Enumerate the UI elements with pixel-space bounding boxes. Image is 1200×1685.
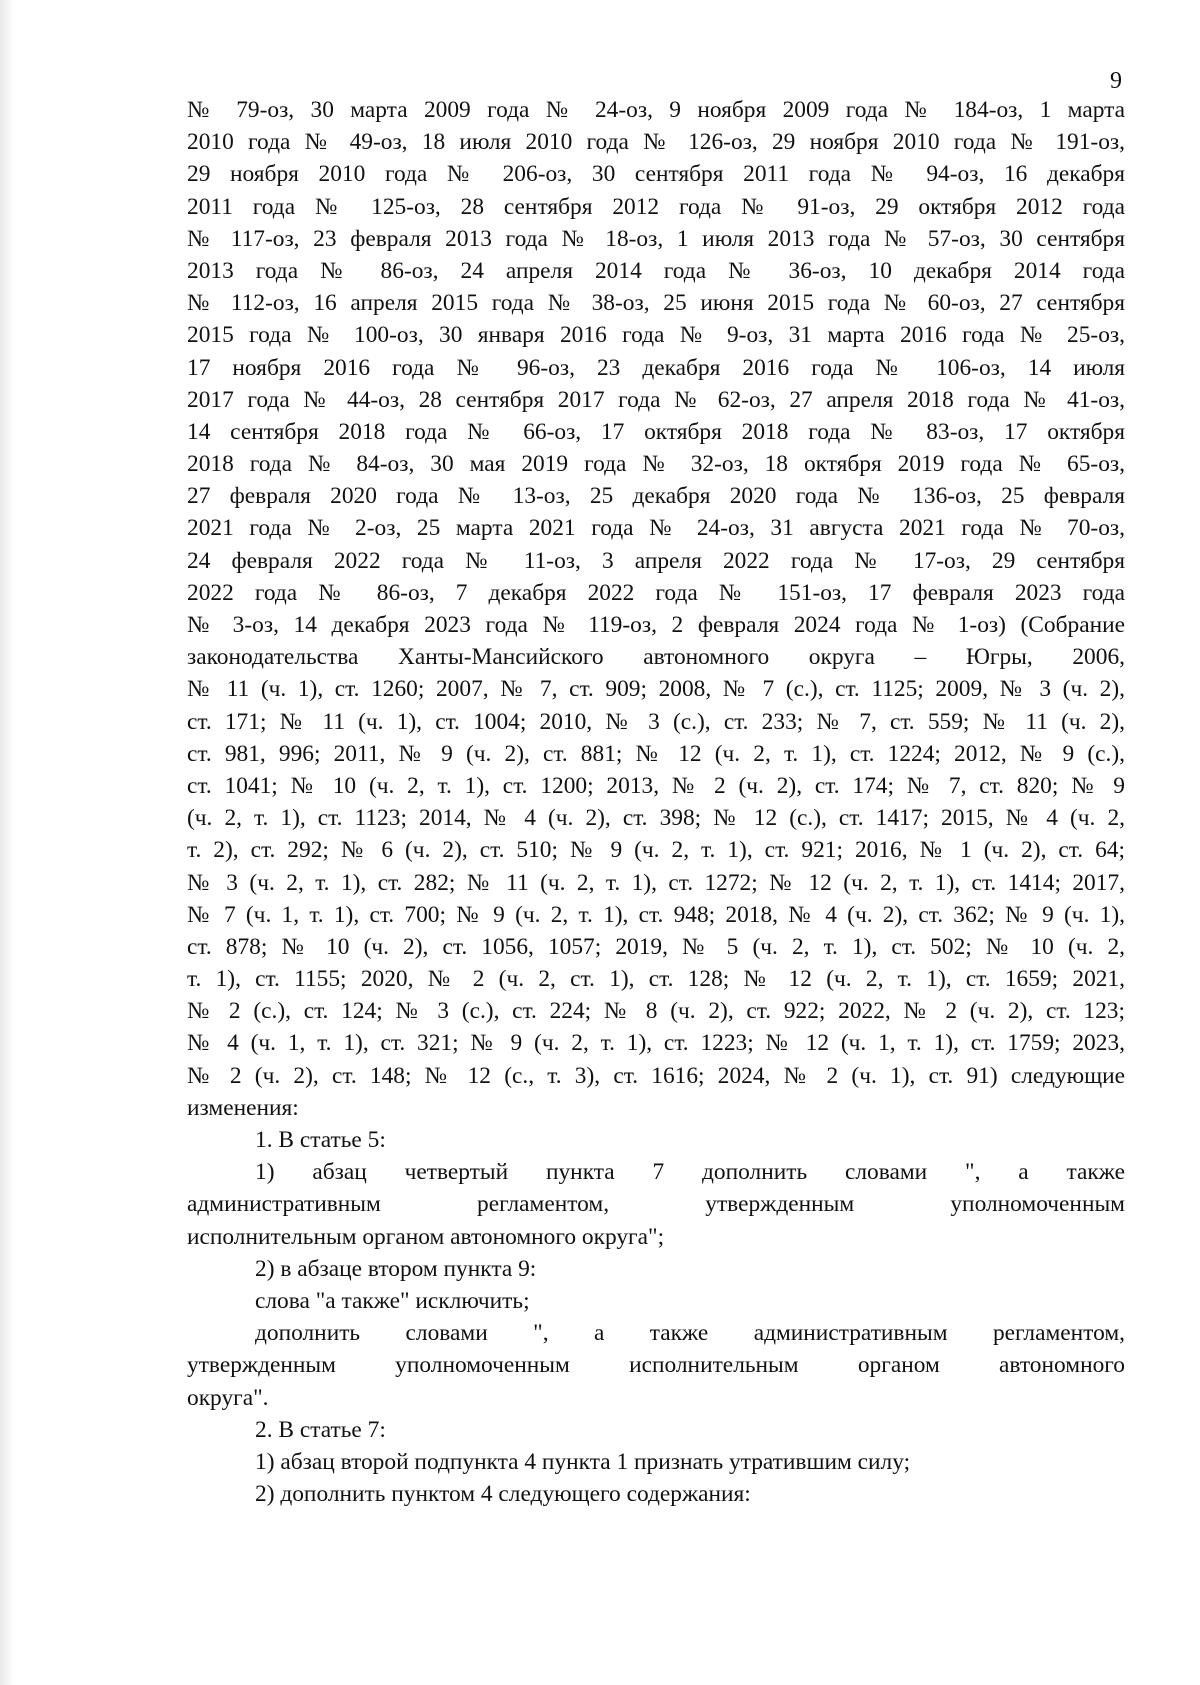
text-line: 2010 года № 49-оз, 18 июля 2010 года № 126-оз, 29 ноября 2010 года № 191-оз, [187,129,1125,156]
text-line: т. 1), ст. 1155; 2020, № 2 (ч. 2, ст. 1), ст. 128; № 12 (ч. 2, т. 1), ст. 1659; 2021, [187,966,1125,993]
text-line: дополнить словами ", а также административным регламентом, [255,1320,1125,1347]
text-line: 2011 года № 125-оз, 28 сентября 2012 года № 91-оз, 29 октября 2012 года [187,193,1125,220]
text-line: 14 сентября 2018 года № 66-оз, 17 октября 2018 года № 83-оз, 17 октября [187,418,1125,445]
text-line: 1) абзац четвертый пункта 7 дополнить словами ", а также [255,1159,1125,1186]
text-line: 1) абзац второй подпункта 4 пункта 1 признать утратившим силу; [255,1448,911,1475]
text-line: округа". [187,1384,269,1411]
text-line: утвержденным уполномоченным исполнительным органом автономного [187,1352,1125,1379]
text-line: 2015 года № 100-оз, 30 января 2016 года № 9-оз, 31 марта 2016 года № 25-оз, [187,322,1125,349]
document-body [187,94,1125,1510]
text-line: 27 февраля 2020 года № 13-оз, 25 декабря 2020 года № 136-оз, 25 февраля [187,483,1125,510]
text-line: № 3-оз, 14 декабря 2023 года № 119-оз, 2 февраля 2024 года № 1-оз) (Собрание [187,612,1125,638]
text-line: 2021 года № 2-оз, 25 марта 2021 года № 24-оз, 31 августа 2021 года № 70-оз, [187,515,1125,542]
text-line: административным регламентом, утвержденным уполномоченным [187,1191,1125,1218]
text-line: № 3 (ч. 2, т. 1), ст. 282; № 11 (ч. 2, т. 1), ст. 1272; № 12 (ч. 2, т. 1), ст. 1414; 2017, [187,869,1125,896]
text-line: исполнительным органом автономного округа"; [187,1223,665,1250]
text-line: т. 2), ст. 292; № 6 (ч. 2), ст. 510; № 9 (ч. 2, т. 1), ст. 921; 2016, № 1 (ч. 2), ст. 64; [187,837,1125,864]
text-line: 17 ноября 2016 года № 96-оз, 23 декабря 2016 года № 106-оз, 14 июля [187,354,1125,381]
text-line: 2) дополнить пунктом 4 следующего содержания: [255,1481,751,1508]
text-line: № 117-оз, 23 февраля 2013 года № 18-оз, 1 июля 2013 года № 57-оз, 30 сентября [187,225,1125,252]
text-line: 2018 года № 84-оз, 30 мая 2019 года № 32-оз, 18 октября 2019 года № 65-оз, [187,451,1125,478]
text-line: 29 ноября 2010 года № 206-оз, 30 сентября 2011 года № 94-оз, 16 декабря [187,161,1125,188]
text-line: № 2 (ч. 2), ст. 148; № 12 (с., т. 3), ст. 1616; 2024, № 2 (ч. 1), ст. 91) следующие [187,1062,1125,1089]
text-line: 2013 года № 86-оз, 24 апреля 2014 года № 36-оз, 10 декабря 2014 года [187,257,1125,284]
text-line: слова "а также" исключить; [255,1287,530,1314]
text-line: ст. 1041; № 10 (ч. 2, т. 1), ст. 1200; 2013, № 2 (ч. 2), ст. 174; № 7, ст. 820; № 9 [187,772,1125,799]
text-line: № 4 (ч. 1, т. 1), ст. 321; № 9 (ч. 2, т. 1), ст. 1223; № 12 (ч. 1, т. 1), ст. 1759; 2023, [187,1030,1125,1057]
text-line: № 79-оз, 30 марта 2009 года № 24-оз, 9 ноября 2009 года № 184-оз, 1 марта [187,97,1125,123]
text-line: (ч. 2, т. 1), ст. 1123; 2014, № 4 (ч. 2), ст. 398; № 12 (с.), ст. 1417; 2015, № 4 (ч. 2, [187,805,1125,832]
text-line: 24 февраля 2022 года № 11-оз, 3 апреля 2022 года № 17-оз, 29 сентября [187,547,1125,574]
text-line: законодательства Ханты-Мансийского автономного округа – Югры, 2006, [187,644,1125,671]
text-line: ст. 171; № 11 (ч. 1), ст. 1004; 2010, № 3 (с.), ст. 233; № 7, ст. 559; № 11 (ч. 2), [187,708,1125,735]
text-line: 2) в абзаце втором пункта 9: [255,1255,537,1282]
text-line: № 2 (с.), ст. 124; № 3 (с.), ст. 224; № 8 (ч. 2), ст. 922; 2022, № 2 (ч. 2), ст. 123; [187,998,1125,1025]
text-line: № 11 (ч. 1), ст. 1260; 2007, № 7, ст. 909; 2008, № 7 (с.), ст. 1125; 2009, № 3 (ч. 2), [187,676,1125,703]
text-line: 2022 года № 86-оз, 7 декабря 2022 года № 151-оз, 17 февраля 2023 года [187,579,1125,606]
text-line: ст. 981, 996; 2011, № 9 (ч. 2), ст. 881; № 12 (ч. 2, т. 1), ст. 1224; 2012, № 9 (с.), [187,740,1125,767]
text-line: 1. В статье 5: [255,1127,386,1153]
text-line: № 112-оз, 16 апреля 2015 года № 38-оз, 25 июня 2015 года № 60-оз, 27 сентября [187,290,1125,317]
scan-edge [0,0,14,1685]
text-line: ст. 878; № 10 (ч. 2), ст. 1056, 1057; 2019, № 5 (ч. 2, т. 1), ст. 502; № 10 (ч. 2, [187,933,1125,960]
page-number: 9 [1110,68,1122,94]
text-line: изменения: [187,1094,299,1121]
text-line: 2017 года № 44-оз, 28 сентября 2017 года № 62-оз, 27 апреля 2018 года № 41-оз, [187,386,1125,413]
text-line: № 7 (ч. 1, т. 1), ст. 700; № 9 (ч. 2, т. 1), ст. 948; 2018, № 4 (ч. 2), ст. 362; № 9 (ч. 1), [187,901,1125,928]
text-line: 2. В статье 7: [255,1416,386,1443]
